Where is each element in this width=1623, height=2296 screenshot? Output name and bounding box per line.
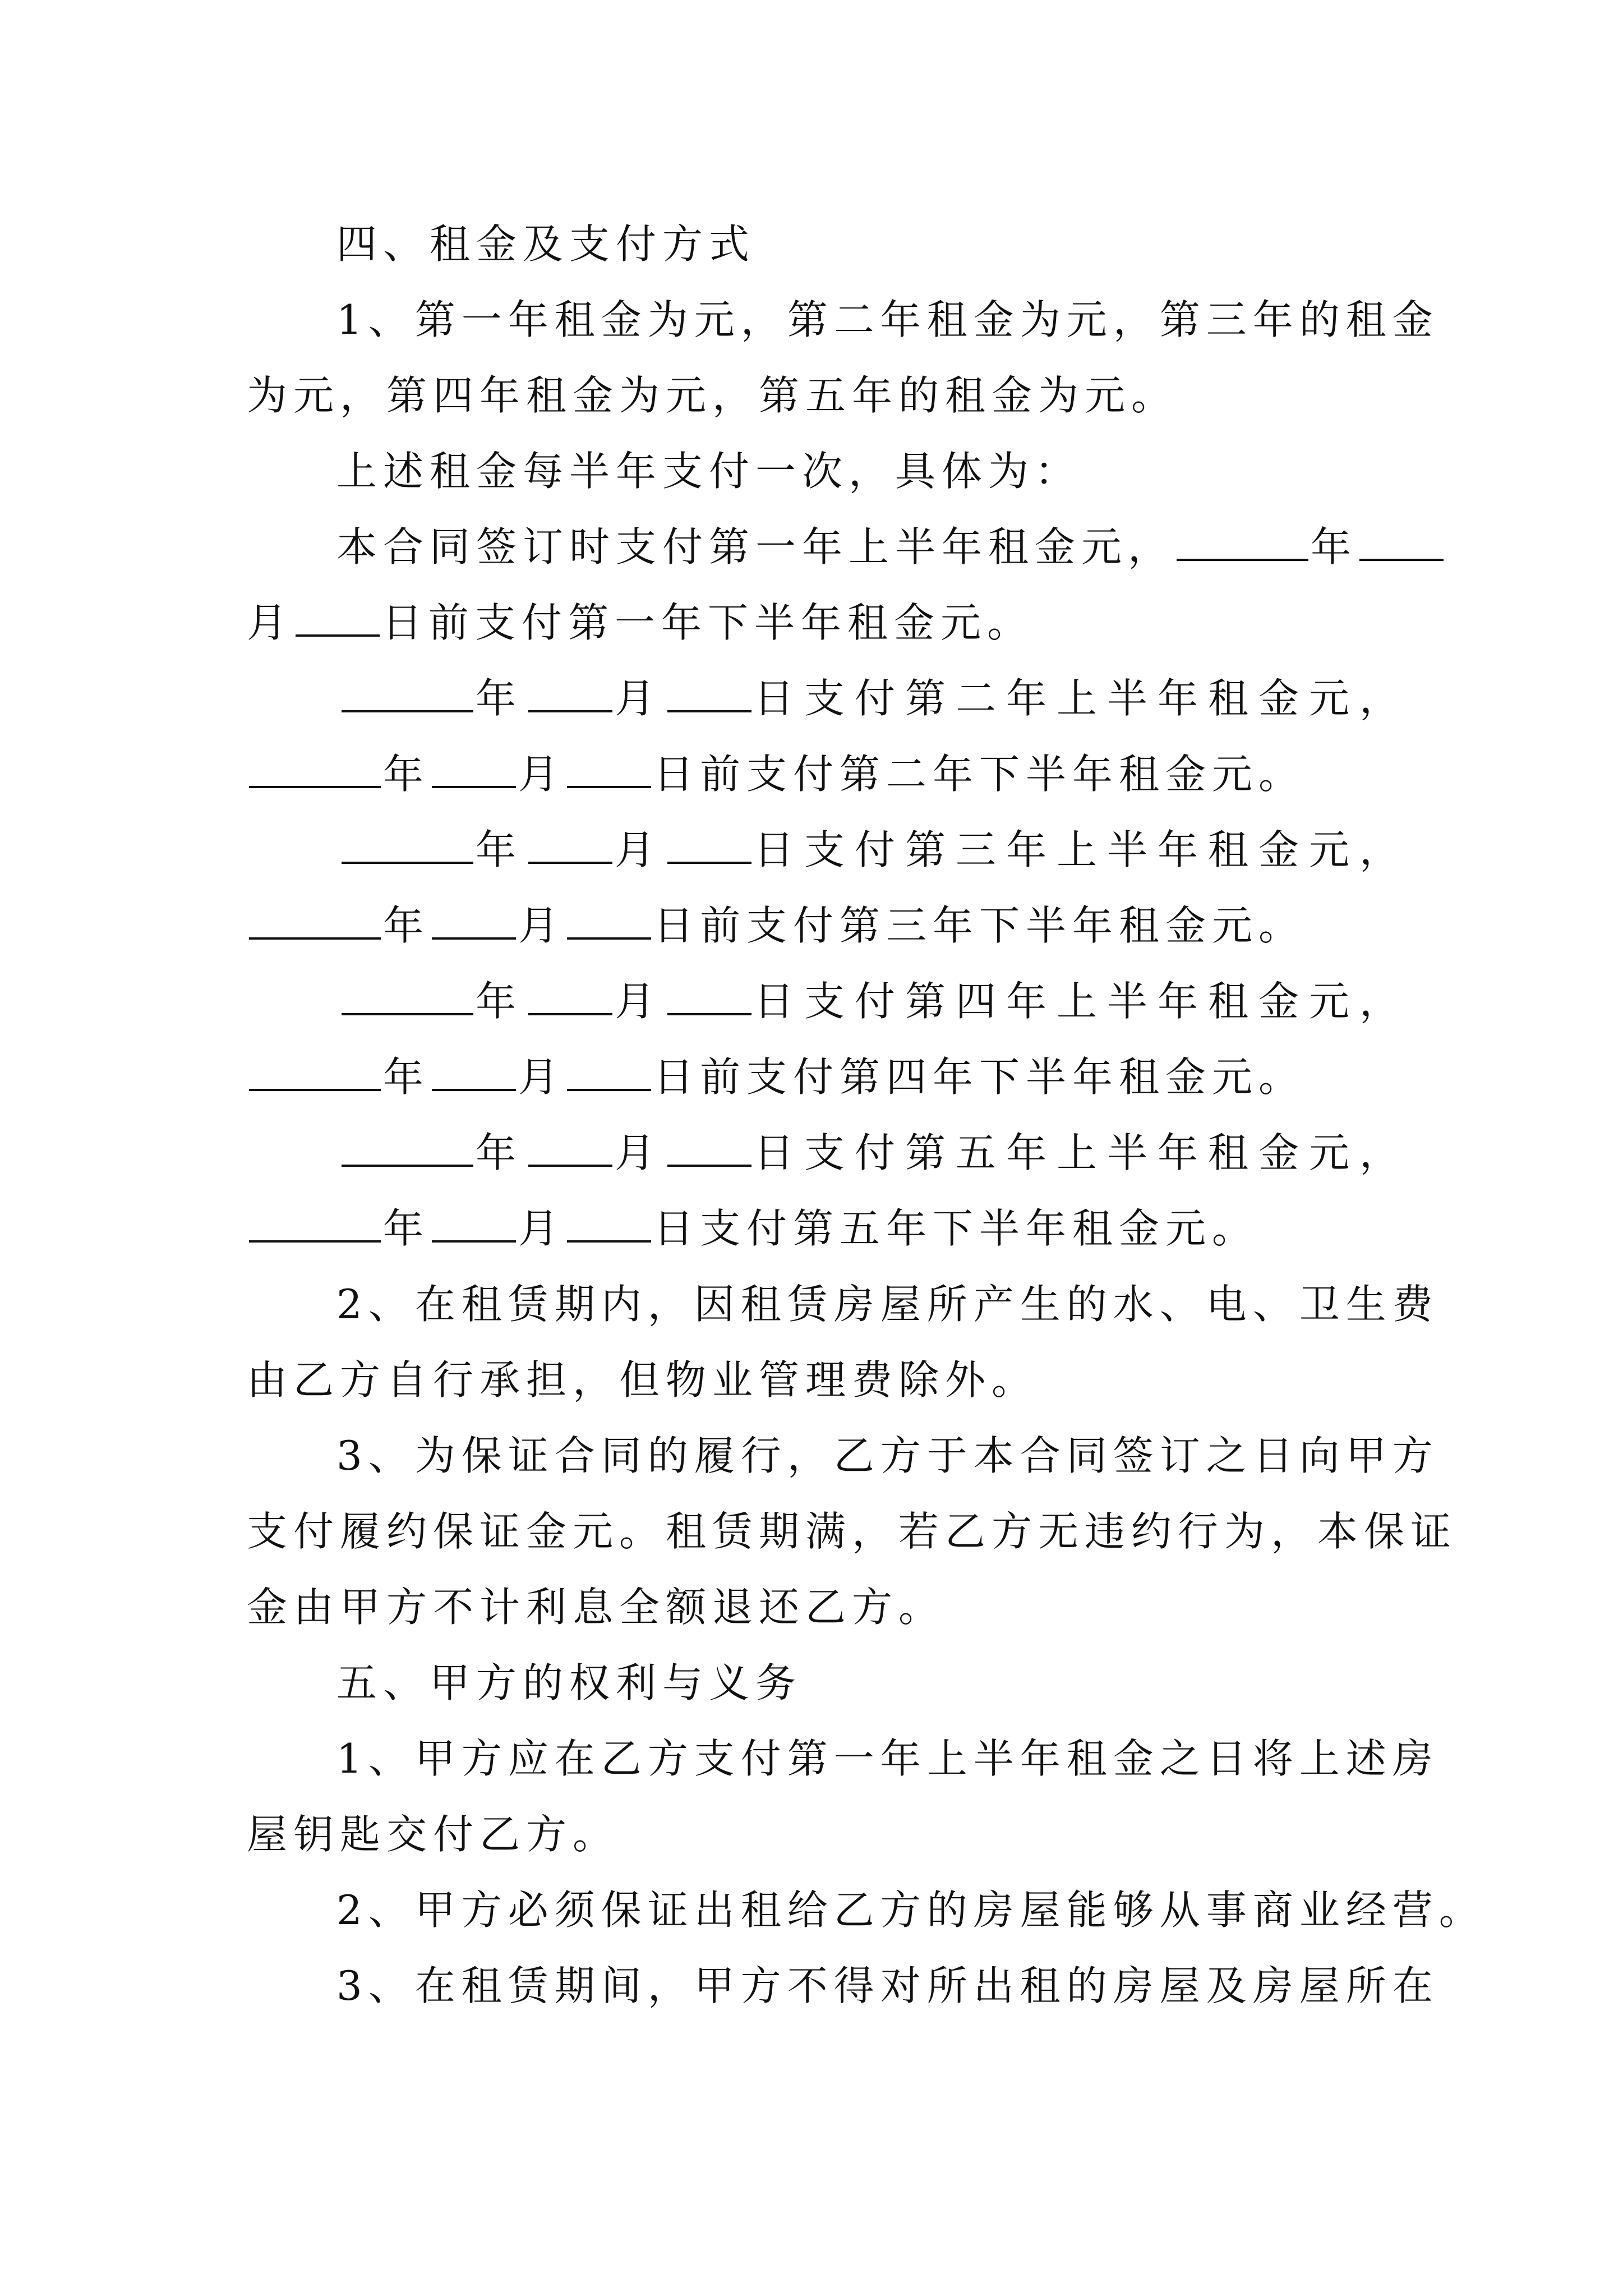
text-segment: 月 — [615, 675, 666, 722]
payment-line-signing — [336, 508, 1396, 586]
section-5-heading: 五、甲方的权利与义务 — [336, 1659, 803, 1706]
text-segment: 年 — [383, 1053, 430, 1101]
text-segment: 年 — [476, 978, 527, 1025]
text-segment: 日支付第三年上半年租金元， — [754, 826, 1410, 873]
blank-field — [249, 1203, 381, 1243]
blank-field — [342, 825, 473, 864]
text-segment: 月 — [615, 1129, 666, 1176]
text-segment: 本合同签订时支付第一年上半年租金元， — [336, 523, 1175, 570]
text-segment: 月 — [518, 1053, 565, 1101]
text-segment: 年 — [383, 1205, 430, 1252]
blank-field — [432, 749, 516, 788]
text-segment: 日前支付第四年下半年租金元。 — [653, 1053, 1306, 1101]
text-segment: 年 — [383, 751, 430, 798]
blank-field — [667, 976, 751, 1015]
payment-line-year3-second — [247, 886, 1396, 965]
text-segment: 年 — [383, 902, 430, 949]
section-4-heading: 四、租金及支付方式 — [336, 220, 756, 268]
payment-line-year4-first — [339, 962, 1410, 1041]
text-segment: 月 — [518, 1205, 565, 1252]
payment-line-year5-first — [339, 1114, 1410, 1192]
text-segment: 日前支付第一年下半年租金元。 — [382, 599, 1034, 646]
paragraph-line: 支付履约保证金元。租赁期满，若乙方无违约行为，本保证 — [247, 1508, 1458, 1555]
paragraph-line: 由乙方自行承担，但物业管理费除外。 — [247, 1356, 1039, 1404]
paragraph-line: 1、第一年租金为元，第二年租金为元，第三年的租金 — [336, 296, 1439, 343]
paragraph-line: 3、在租赁期间，甲方不得对所出租的房屋及房屋所在 — [336, 1962, 1439, 2009]
blank-field — [342, 1128, 473, 1167]
blank-field — [249, 1052, 381, 1091]
text-segment: 年 — [476, 826, 527, 873]
blank-field — [567, 900, 651, 940]
blank-field — [432, 900, 516, 940]
payment-line-year2-first — [339, 659, 1410, 738]
text-segment: 年 — [1311, 523, 1358, 570]
paragraph-line: 1、甲方应在乙方支付第一年上半年租金之日将上述房 — [336, 1735, 1439, 1782]
text-segment: 月 — [518, 902, 565, 949]
payment-line-year4-second — [247, 1038, 1396, 1116]
blank-field — [567, 1203, 651, 1243]
text-segment: 日支付第二年上半年租金元， — [754, 675, 1410, 722]
blank-field — [528, 673, 612, 712]
text-segment: 日前支付第二年下半年租金元。 — [653, 751, 1306, 798]
text-segment: 日支付第五年上半年租金元， — [754, 1129, 1410, 1176]
text-segment: 日前支付第三年下半年租金元。 — [653, 902, 1306, 949]
blank-field — [296, 597, 380, 637]
blank-field — [432, 1052, 516, 1091]
paragraph-line: 2、在租赁期内，因租赁房屋所产生的水、电、卫生费 — [336, 1281, 1439, 1328]
blank-field — [528, 976, 612, 1015]
blank-field — [342, 976, 473, 1015]
text-segment: 日支付第五年下半年租金元。 — [653, 1205, 1259, 1252]
text-segment: 年 — [476, 675, 527, 722]
text-segment: 月 — [518, 751, 565, 798]
text-segment: 日支付第四年上半年租金元， — [754, 978, 1410, 1025]
blank-field — [249, 900, 381, 940]
payment-line-signing-cont — [247, 583, 1396, 662]
payment-line-year5-second — [247, 1189, 1396, 1268]
blank-field — [567, 749, 651, 788]
blank-field — [342, 673, 473, 712]
blank-field — [528, 1128, 612, 1167]
text-segment: 月 — [615, 978, 666, 1025]
blank-field — [667, 1128, 751, 1167]
blank-field — [432, 1203, 516, 1243]
paragraph-line: 上述租金每半年支付一次，具体为： — [336, 448, 1082, 495]
payment-line-year3-first — [339, 811, 1410, 889]
blank-field — [567, 1052, 651, 1091]
blank-field — [667, 673, 751, 712]
blank-field — [528, 825, 612, 864]
text-segment: 月 — [615, 826, 666, 873]
blank-field — [1359, 522, 1444, 561]
paragraph-line: 金由甲方不计利息全额退还乙方。 — [247, 1584, 946, 1631]
blank-field — [249, 749, 381, 788]
blank-field — [1177, 522, 1308, 561]
payment-line-year2-second — [247, 735, 1396, 813]
paragraph-line: 3、为保证合同的履行，乙方于本合同签订之日向甲方 — [336, 1432, 1439, 1479]
paragraph-line: 屋钥匙交付乙方。 — [247, 1811, 620, 1858]
text-segment: 年 — [476, 1129, 527, 1176]
paragraph-line: 为元，第四年租金为元，第五年的租金为元。 — [247, 372, 1178, 419]
paragraph-line: 2、甲方必须保证出租给乙方的房屋能够从事商业经营。 — [336, 1887, 1486, 1934]
text-segment: 月 — [247, 599, 294, 646]
blank-field — [667, 825, 751, 864]
